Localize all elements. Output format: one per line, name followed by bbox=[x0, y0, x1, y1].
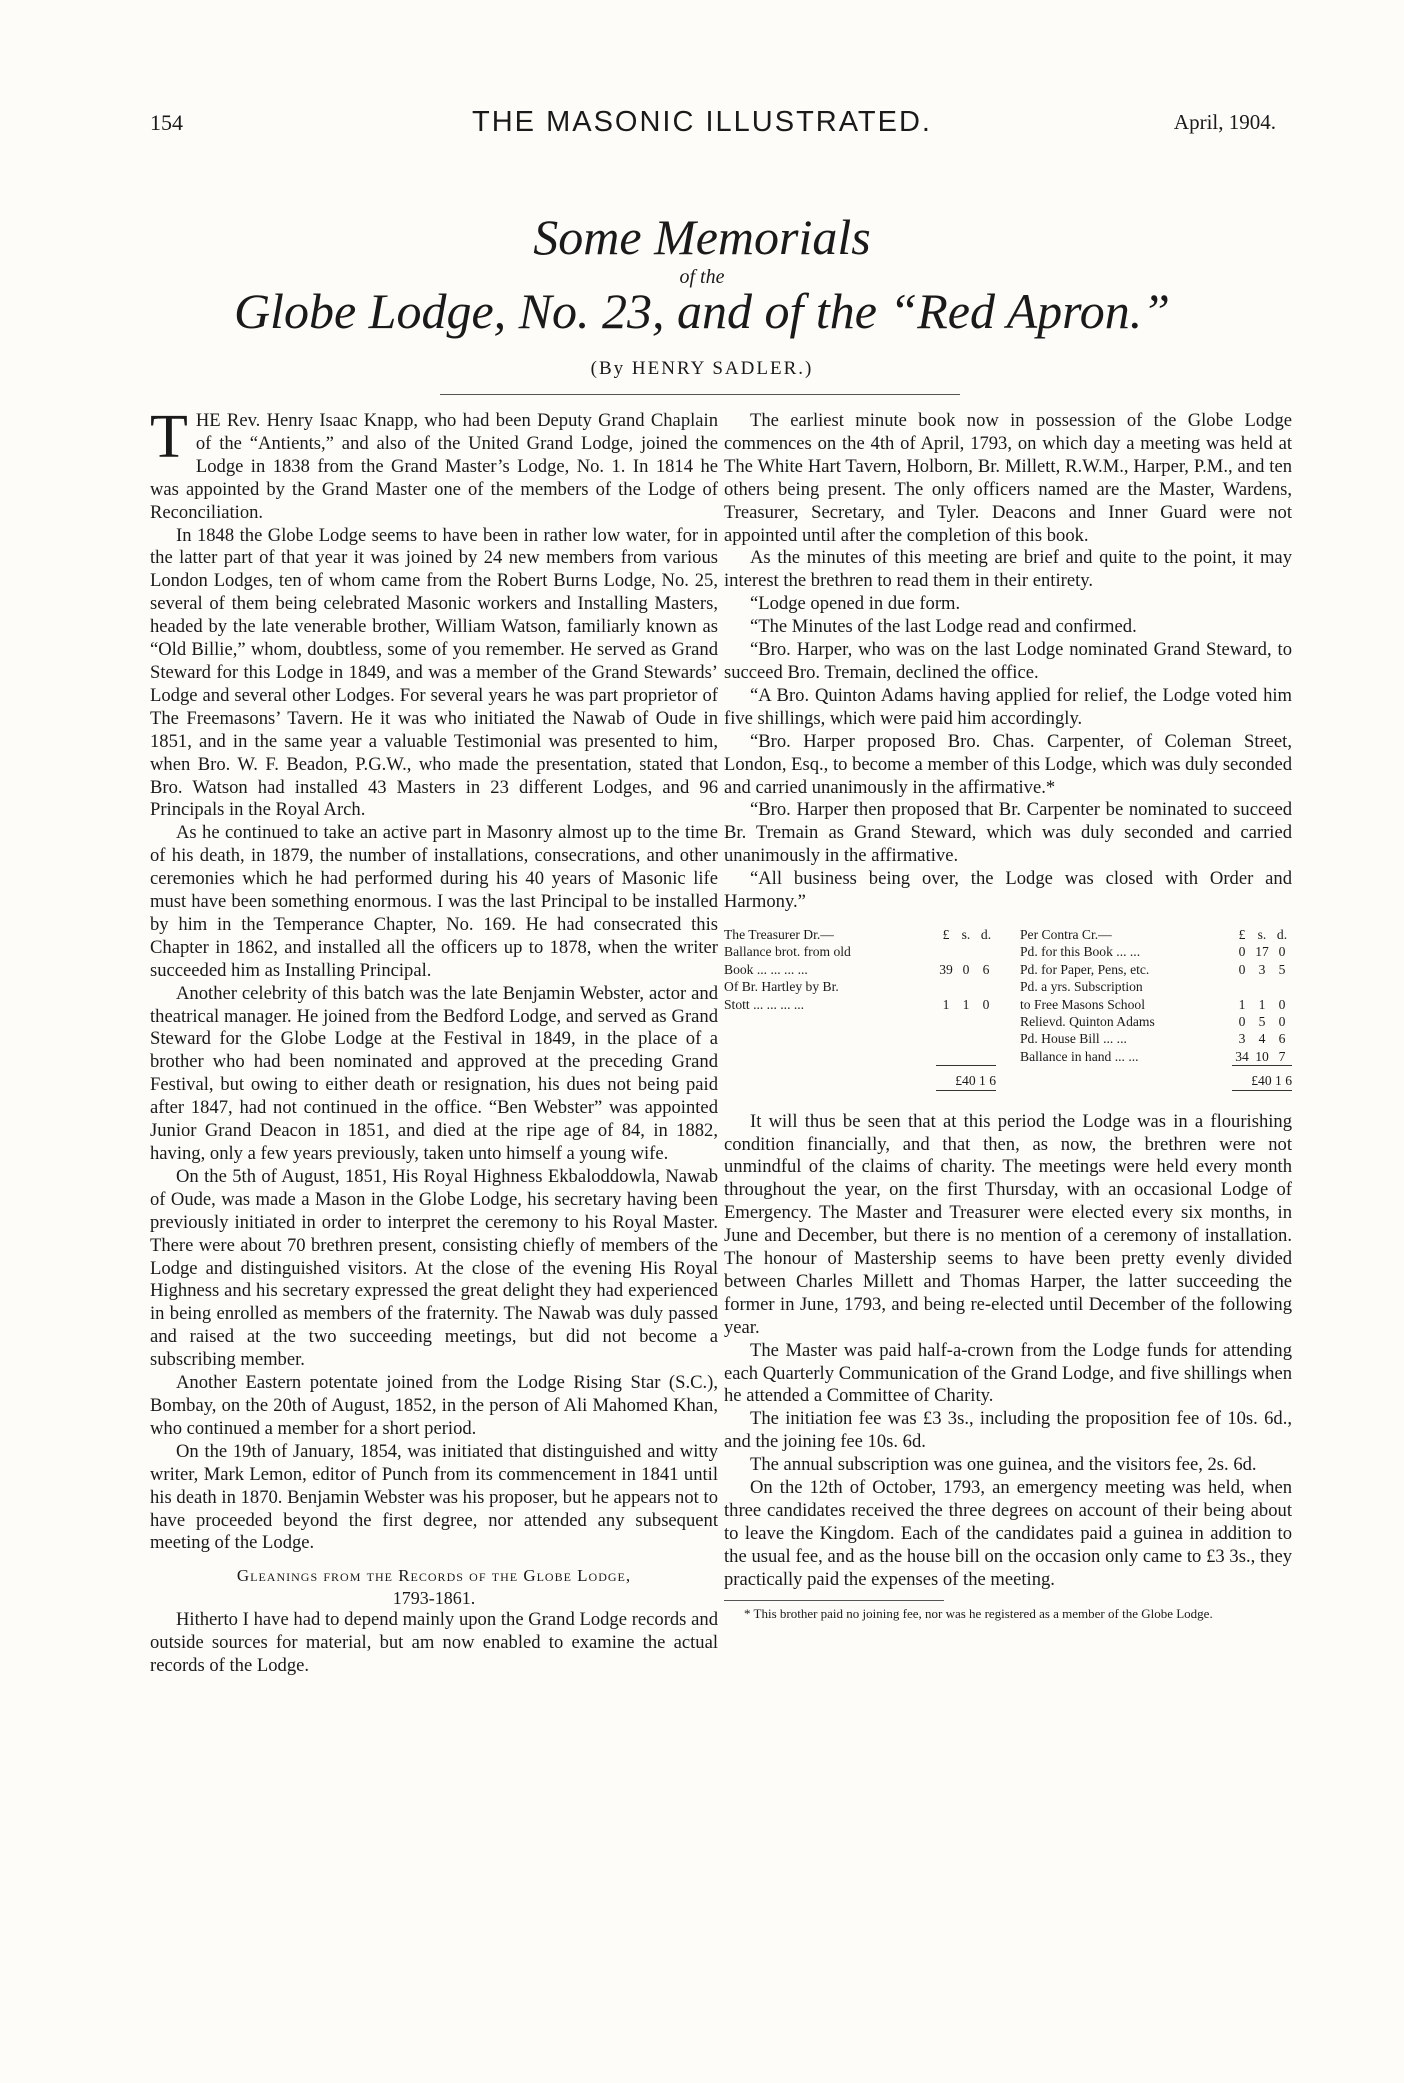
title-line-1: Some Memorials bbox=[533, 209, 871, 265]
footnote-rule bbox=[724, 1600, 944, 1601]
paragraph: The earliest minute book now in possession of the Globe Lodge commences on the 4th of April, 1793, on which day a meeting was held at The White Hart Tavern, Holborn, Br. Millett, R.W.M., Harper, P.M., and ten others being present. The only officers named are the Master, Wardens, Treasurer, Secretary, and Tyler. Deacons and Inner Guard were not appointed until after the completion of this book. bbox=[724, 410, 1292, 546]
debit-total: £40 1 6 bbox=[936, 1066, 996, 1091]
table-row: Ballance in hand ... ... 34 10 7 bbox=[1020, 1048, 1286, 1064]
paragraph: The initiation fee was £3 3s., including the proposition fee of 10s. 6d., and the joining fee 10s. 6d. bbox=[724, 1408, 1292, 1453]
minute-line: “Bro. Harper then proposed that Br. Carpenter be nominated to succeed Br. Tremain as Grand Steward, which was duly seconded and carried unanimously in the affirmative. bbox=[724, 799, 1292, 867]
table-row: Stott ... ... ... ... 1 1 0 bbox=[724, 996, 990, 1012]
table-row: Of Br. Hartley by Br. bbox=[724, 979, 839, 995]
debit-table: The Treasurer Dr.— £ s. d. Ballance brot. from old Book ... ... ... ... 39 0 6 Of Br. Hartley by Br. Stott ... ... ... ... 1 1 0 £40 1 6 bbox=[724, 926, 996, 1091]
paragraph: On the 5th of August, 1851, His Royal Highness Ekbaloddowla, Nawab of Oude, was made a Mason in the Globe Lodge, his secretary having been previously initiated in order to interpret the ceremony to his Royal Master. There were about 70 brethren present, consisting chiefly of members of the Lodge and distinguished visitors. At the close of the evening His Royal Highness and his secretary expressed the great delight they had experienced in being enrolled as members of the fraternity. The Nawab was duly passed and raised at the two succeeding meetings, but did not become a subscribing member. bbox=[150, 1165, 718, 1371]
paragraph: On the 19th of January, 1854, was initiated that distinguished and witty writer, Mark Lemon, editor of Punch from its commencement in 1841 until his death in 1870. Benjamin Webster was his proposer, but he appears not to have proceeded beyond the first degree, nor attended any subsequent meeting of the Lodge. bbox=[150, 1440, 718, 1554]
right-column bbox=[724, 410, 1292, 1622]
journal-title: THE MASONIC ILLUSTRATED. bbox=[472, 106, 932, 138]
treasurer-account bbox=[724, 926, 1292, 1091]
paragraph: It will thus be seen that at this period the Lodge was in a flourishing condition financially, and that then, as now, the brethren were not unmindful of the claims of charity. The meetings were held every month throughout the year, on the first Thursday, with an occasional Lodge of Emergency. The Master and Treasurer were elected every six months, in June and December, but there is no mention of a ceremony of installation. The honour of Mastership seems to have been pretty evenly divided between Charles Millett and Thomas Harper, the latter succeeding the former in June, 1793, and being re-elected until December of the following year. bbox=[724, 1110, 1292, 1338]
paragraph: Another celebrity of this batch was the late Benjamin Webster, actor and theatrical manager. He joined from the Bedford Lodge, and served as Grand Steward for the Globe Lodge at the Festival in 1849, in the place of a brother who had been nominated and approved at the preceding Grand Festival, but owing to either death or resignation, his dues not being paid after 1847, had not continued in the office. “Ben Webster” was appointed Junior Grand Deacon in 1851, and died at the ripe age of 84, in 1882, having, only a few years previously, taken unto himself a young wife. bbox=[150, 982, 718, 1164]
minute-line: “All business being over, the Lodge was closed with Order and Harmony.” bbox=[724, 868, 1292, 913]
page-number: 154 bbox=[150, 110, 183, 135]
paragraph: As the minutes of this meeting are brief and quite to the point, it may interest the brethren to read them in their entirety. bbox=[724, 547, 1292, 592]
minute-line: “The Minutes of the last Lodge read and confirmed. bbox=[750, 616, 1137, 638]
minute-line: “A Bro. Quinton Adams having applied for relief, the Lodge voted him five shillings, which were paid him accordingly. bbox=[724, 684, 1292, 729]
credit-total: £40 1 6 bbox=[1232, 1066, 1292, 1090]
byline: (By HENRY SADLER.) bbox=[590, 358, 814, 379]
paragraph: In 1848 the Globe Lodge seems to have been in rather low water, for in the latter part of that year it was joined by 24 new members from various London Lodges, ten of whom came from the Robert Burns Lodge, No. 25, several of them being celebrated Masonic workers and Installing Masters, headed by the late venerable brother, William Watson, familiarly known as “Old Billie,” whom, doubtless, some of you remember. He served as Grand Steward for this Lodge in 1849, and was a member of the Grand Stewards’ Lodge and several other Lodges. For several years he was part proprietor of The Freemasons’ Tavern. He it was who initiated the Nawab of Oude in 1851, and in the same year a valuable Testimonial was presented to him, when Bro. W. F. Beadon, P.G.W., who made the presentation, stated that Bro. Watson had installed 43 Masters in 23 different Lodges, and 96 Principals in the Royal Arch. bbox=[150, 524, 718, 821]
paragraph: On the 12th of October, 1793, an emergency meeting was held, when three candidates received the three degrees on account of their being about to leave the Kingdom. Each of the candidates paid a guinea in addition to the usual fee, and as the house bill on the occasion only came to £3 3s., they practically paid the expenses of the meeting. bbox=[724, 1477, 1292, 1590]
table-row: Relievd. Quinton Adams 0 5 0 bbox=[1020, 1013, 1286, 1029]
drop-cap: T bbox=[150, 403, 188, 471]
title-rule bbox=[440, 394, 960, 395]
minute-line: “Bro. Harper, who was on the last Lodge nominated Grand Steward, to succeed Bro. Tremain, declined the office. bbox=[724, 639, 1292, 683]
paragraph: The Master was paid half-a-crown from the Lodge funds for attending each Quarterly Communication of the Grand Lodge, and five shillings when he attended a Committee of Charity. bbox=[724, 1339, 1292, 1407]
paragraph: THE Rev. Henry Isaac Knapp, who had been Deputy Grand Chaplain of the “Antients,” and also of the United Grand Lodge, joined the Lodge in 1838 from the Grand Master’s Lodge, No. 1. In 1814 he was appointed by the Grand Master one of the members of the Lodge of Reconciliation. bbox=[150, 403, 718, 523]
minute-line: “Lodge opened in due form. bbox=[750, 593, 961, 615]
minute-line: “Bro. Harper proposed Bro. Chas. Carpenter, of Coleman Street, London, Esq., to become a member of this Lodge, which was duly seconded and carried unanimously in the affirmative.* bbox=[724, 730, 1293, 798]
table-row: to Free Masons School 1 1 0 bbox=[1020, 996, 1286, 1012]
section-subheading: Gleanings from the Records of the Globe Lodge, bbox=[236, 1566, 632, 1586]
title-of-the: of the bbox=[679, 266, 725, 288]
title-line-2: Globe Lodge, No. 23, and of the “Red Apron.” bbox=[233, 283, 1171, 339]
paragraph: As he continued to take an active part in Masonry almost up to the time of his death, in 1879, the number of installations, consecrations, and other ceremonies which he had performed during his 40 years of Masonic life must have been something enormous. I was the last Principal to be installed by him in the Temperance Chapter, No. 169. He had consecrated this Chapter in 1862, and installed all the officers up to 1878, when the writer succeeded him as Installing Principal. bbox=[150, 822, 718, 981]
table-row: Pd. House Bill ... ... 3 4 6 bbox=[1020, 1031, 1286, 1047]
table-row: Book ... ... ... ... 39 0 6 bbox=[724, 961, 990, 977]
left-column bbox=[150, 403, 718, 1678]
paragraph: Hitherto I have had to depend mainly upon the Grand Lodge records and outside sources for material, but am now enabled to examine the actual records of the Lodge. bbox=[150, 1609, 718, 1677]
credit-header: Per Contra Cr.— bbox=[1020, 926, 1112, 942]
table-row: Pd. a yrs. Subscription bbox=[1020, 979, 1143, 995]
running-head bbox=[0, 106, 1404, 146]
issue-date: April, 1904. bbox=[1173, 110, 1276, 134]
footnote: * This brother paid no joining fee, nor was he registered as a member of the Globe Lodge. bbox=[744, 1605, 1213, 1621]
table-row: Pd. for Paper, Pens, etc. 0 3 5 bbox=[1020, 961, 1286, 977]
credit-table: Per Contra Cr.— £ s. d. Pd. for this Book ... ... 0 17 0 Pd. for Paper, Pens, etc. 0 3 5 Pd. a yrs. Subscription to Free Masons School 1 1 0 Relievd. Quinton Adams 0 5 0 Pd. House Bill ... ... 3 4 6 Ballance in hand ... ... 34 10 7 £40 1 6 bbox=[1020, 926, 1292, 1089]
section-subheading-years: 1793-1861. bbox=[392, 1588, 476, 1609]
paragraph: Another Eastern potentate joined from the Lodge Rising Star (S.C.), Bombay, on the 20th of August, 1852, in the person of Ali Mahomed Khan, who continued a member for a short period. bbox=[150, 1372, 718, 1439]
table-row: Ballance brot. from old bbox=[724, 944, 851, 960]
paragraph: The annual subscription was one guinea, and the visitors fee, 2s. 6d. bbox=[750, 1454, 1257, 1476]
table-row: Pd. for this Book ... ... 0 17 0 bbox=[1020, 944, 1286, 960]
debit-header: The Treasurer Dr.— bbox=[724, 926, 834, 942]
